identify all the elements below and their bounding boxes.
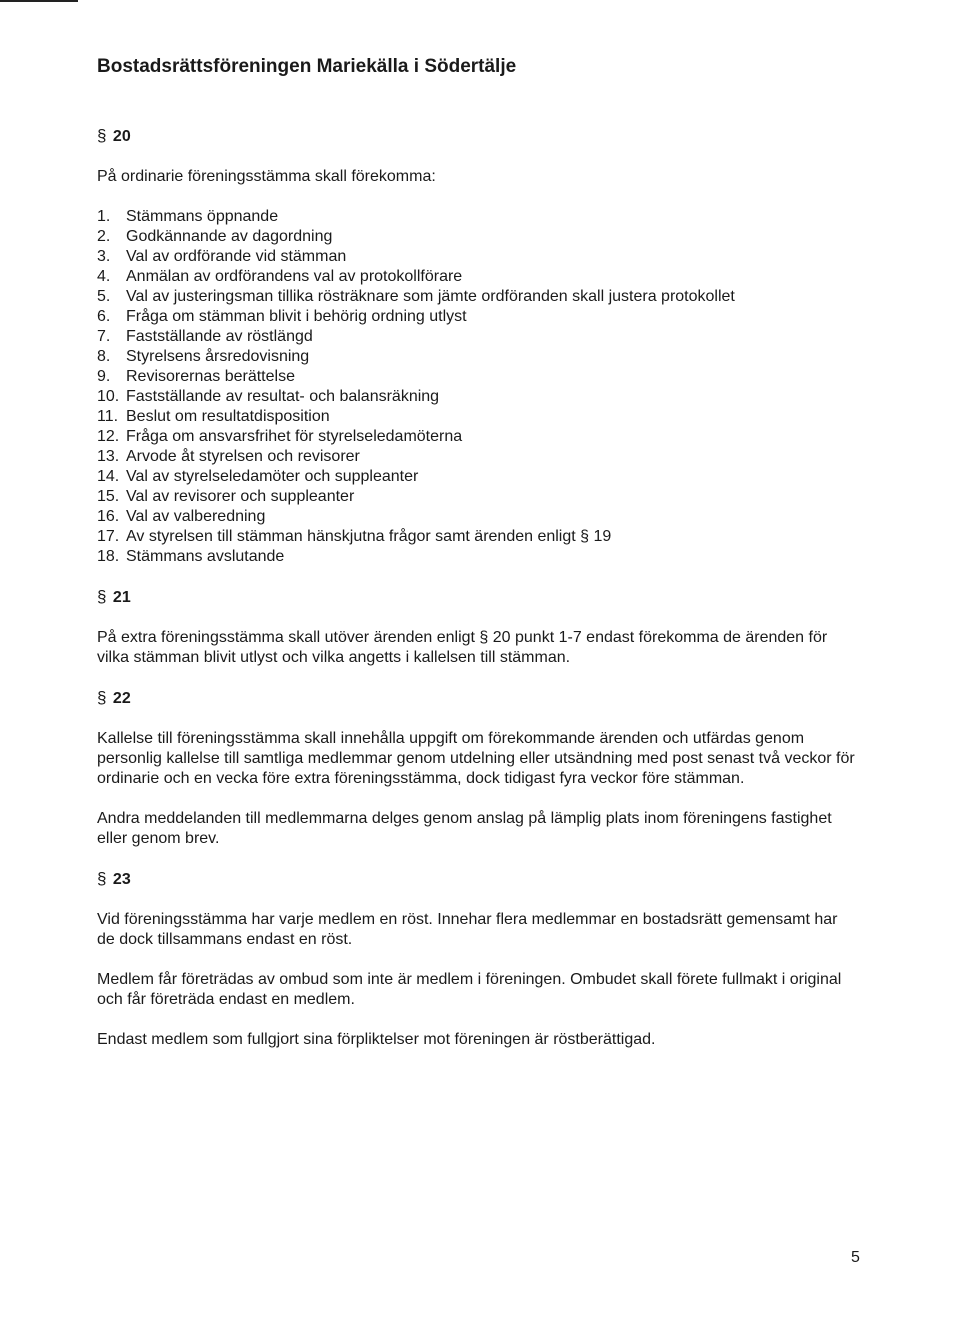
section-symbol: §: [97, 126, 107, 145]
section-22-paragraph-2: Andra meddelanden till medlemmarna delges genom anslag på lämplig plats inom föreningens fastighet eller genom brev.: [97, 810, 832, 847]
list-item: 5. Val av justeringsman tillika rösträknare som jämte ordföranden skall justera protokollet: [97, 288, 735, 305]
section-23-paragraph-1: Vid föreningsstämma har varje medlem en röst. Innehar flera medlemmar en bostadsrätt gemensamt har de dock tillsammans endast en röst.: [97, 911, 838, 948]
section-22-paragraph-1: Kallelse till föreningsstämma skall innehålla uppgift om förekommande ärenden och utfärdas genom personlig kallelse till samtliga medlemmar genom utdelning eller utsändning med post senast två veckor för ordinarie och en vecka före extra föreningsstämma, dock tidigast fyra veckor före stämman.: [97, 730, 855, 787]
document-page: [97, 52, 857, 1050]
section-heading-23: [97, 869, 857, 890]
document-title: Bostadsrättsföreningen Mariekälla i Södertälje: [97, 56, 517, 77]
list-item: 7. Fastställande av röstlängd: [97, 328, 313, 345]
section-heading-21: [97, 587, 857, 608]
list-item: 15. Val av revisorer och suppleanter: [97, 488, 355, 505]
list-item: 13. Arvode åt styrelsen och revisorer: [97, 448, 360, 465]
list-item: 3. Val av ordförande vid stämman: [97, 248, 347, 265]
list-item: 17. Av styrelsen till stämman hänskjutna frågor samt ärenden enligt § 19: [97, 528, 612, 545]
list-item: 12. Fråga om ansvarsfrihet för styrelseledamöterna: [97, 428, 463, 445]
list-item: 4. Anmälan av ordförandens val av protokollförare: [97, 268, 463, 285]
section-21-paragraph: På extra föreningsstämma skall utöver ärenden enligt § 20 punkt 1-7 endast förekomma de ärenden för vilka stämman blivit utlyst och vilka angetts i kallelsen till stämman.: [97, 629, 828, 666]
list-item: 18. Stämmans avslutande: [97, 548, 285, 565]
section-23-paragraph-3: Endast medlem som fullgjort sina förpliktelser mot föreningen är röstberättigad.: [97, 1031, 656, 1048]
section-symbol: §: [97, 587, 107, 606]
agenda-list: [97, 207, 857, 567]
list-item: 2. Godkännande av dagordning: [97, 228, 333, 245]
section-23-paragraph-2: Medlem får företrädas av ombud som inte är medlem i föreningen. Ombudet skall förete fullmakt i original och får företräda endast en medlem.: [97, 971, 842, 1008]
section-number: 20: [112, 128, 131, 145]
list-item: 10. Fastställande av resultat- och balansräkning: [97, 388, 440, 405]
list-item: 11. Beslut om resultatdisposition: [97, 408, 330, 425]
section-heading-22: [97, 688, 857, 709]
section-20-intro: På ordinarie föreningsstämma skall förekomma:: [97, 168, 436, 185]
list-item: 16. Val av valberedning: [97, 508, 266, 525]
list-item: 9. Revisorernas berättelse: [97, 368, 295, 385]
list-item: 6. Fråga om stämman blivit i behörig ordning utlyst: [97, 308, 467, 325]
section-symbol: §: [97, 869, 107, 888]
list-item: 8. Styrelsens årsredovisning: [97, 348, 310, 365]
page-number: 5: [851, 1249, 860, 1266]
section-number: 22: [112, 690, 131, 707]
section-number: 21: [112, 589, 131, 606]
scan-edge-line: [0, 0, 78, 2]
section-number: 23: [112, 871, 131, 888]
list-item: 14. Val av styrelseledamöter och suppleanter: [97, 468, 419, 485]
section-heading-20: [97, 126, 857, 147]
list-item: 1. Stämmans öppnande: [97, 208, 279, 225]
section-symbol: §: [97, 688, 107, 707]
